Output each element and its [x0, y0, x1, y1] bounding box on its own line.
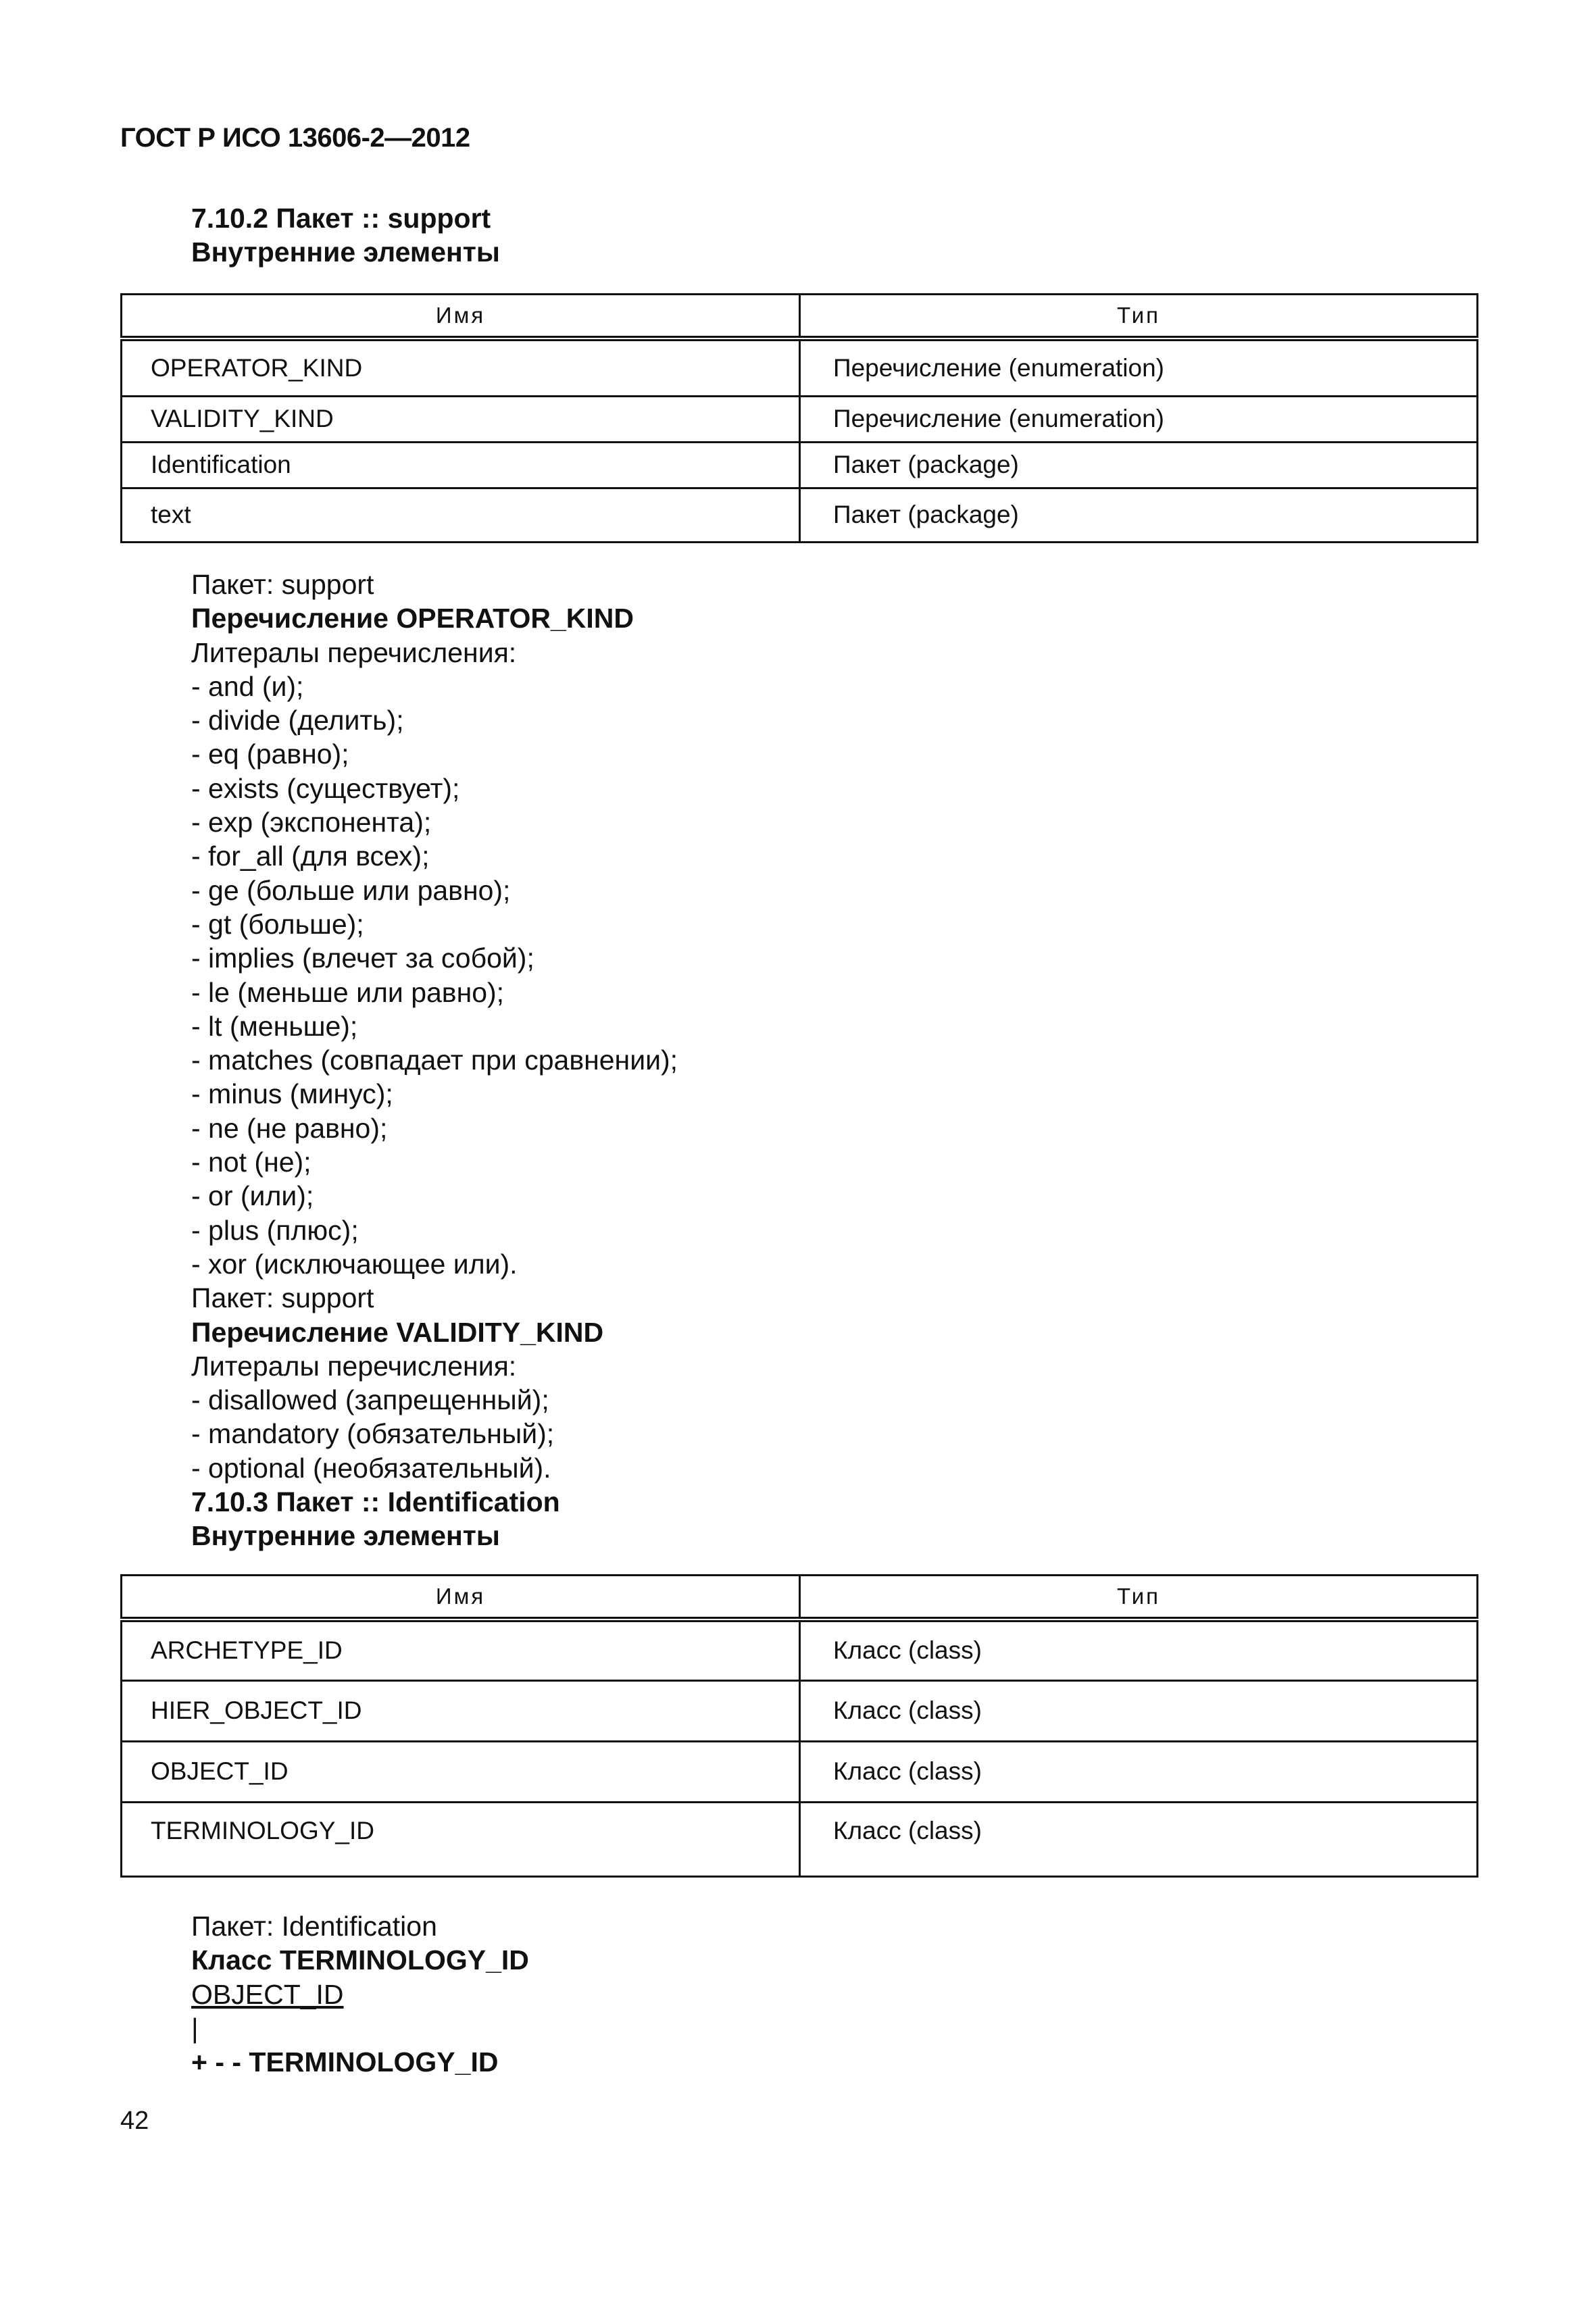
table-row — [122, 488, 1478, 542]
page-number: 42 — [120, 2107, 149, 2135]
literal-item: - optional (необязательный). — [191, 1452, 551, 1484]
column-header-name: Имя — [122, 295, 800, 339]
literal-item: - for_all (для всех); — [191, 840, 430, 872]
package-label: Пакет: Identification — [191, 1911, 437, 1942]
hierarchy-child: + - - TERMINOLOGY_ID — [191, 2046, 499, 2078]
package-label: Пакет: support — [191, 569, 374, 600]
section-title: 7.10.2 Пакет :: support — [191, 203, 491, 234]
literal-item: - le (меньше или равно); — [191, 976, 505, 1008]
literal-item: - eq (равно); — [191, 738, 349, 770]
row-type: Класс (class) — [800, 1680, 1478, 1741]
row-name: OPERATOR_KIND — [122, 338, 800, 396]
table-header-row — [122, 1576, 1478, 1620]
row-name: text — [122, 488, 800, 542]
row-name: Identification — [122, 442, 800, 488]
table-row — [122, 1802, 1478, 1876]
support-elements-table — [120, 293, 1478, 543]
class-title: Класс TERMINOLOGY_ID — [191, 1944, 529, 1976]
literal-item: - xor (исключающее или). — [191, 1248, 518, 1280]
row-name: ARCHETYPE_ID — [122, 1619, 800, 1680]
table-row — [122, 338, 1478, 396]
row-type: Класс (class) — [800, 1741, 1478, 1802]
literal-item: - and (и); — [191, 670, 304, 702]
row-name: VALIDITY_KIND — [122, 396, 800, 442]
parent-class-link[interactable]: OBJECT_ID — [191, 1978, 344, 2010]
package-label: Пакет: support — [191, 1282, 374, 1314]
enumeration-title: Перечисление OPERATOR_KIND — [191, 603, 634, 634]
column-header-type: Тип — [800, 1576, 1478, 1620]
row-name: OBJECT_ID — [122, 1741, 800, 1802]
hierarchy-pipe: | — [191, 2012, 199, 2044]
literal-item: - matches (совпадает при сравнении); — [191, 1045, 678, 1076]
literal-item: - lt (меньше); — [191, 1010, 358, 1042]
table-row — [122, 1680, 1478, 1741]
column-header-type: Тип — [800, 295, 1478, 339]
row-type: Перечисление (enumeration) — [800, 338, 1478, 396]
row-type: Класс (class) — [800, 1619, 1478, 1680]
enumeration-title: Перечисление VALIDITY_KIND — [191, 1316, 604, 1348]
row-type: Перечисление (enumeration) — [800, 396, 1478, 442]
section-subtitle: Внутренние элементы — [191, 1520, 500, 1552]
literal-item: - mandatory (обязательный); — [191, 1418, 555, 1450]
literal-item: - implies (влечет за собой); — [191, 942, 534, 974]
literal-item: - not (не); — [191, 1147, 311, 1178]
literal-item: - plus (плюс); — [191, 1214, 359, 1246]
row-type: Пакет (package) — [800, 442, 1478, 488]
row-type: Пакет (package) — [800, 488, 1478, 542]
literal-item: - exists (существует); — [191, 772, 460, 804]
row-name: TERMINOLOGY_ID — [122, 1802, 800, 1876]
section-title: 7.10.3 Пакет :: Identification — [191, 1486, 560, 1518]
class-description — [191, 1909, 1407, 2079]
table-row — [122, 1741, 1478, 1802]
row-type: Класс (class) — [800, 1802, 1478, 1876]
literal-item: - disallowed (запрещенный); — [191, 1384, 549, 1416]
literal-item: - minus (минус); — [191, 1078, 393, 1110]
literal-item: - or (или); — [191, 1180, 314, 1212]
document-header: ГОСТ Р ИСО 13606-2—2012 — [120, 123, 470, 153]
literal-item: - ne (не равно); — [191, 1112, 388, 1144]
literal-item: - divide (делить); — [191, 705, 404, 736]
table-header-row — [122, 295, 1478, 339]
table-row — [122, 1619, 1478, 1680]
table-row — [122, 396, 1478, 442]
row-name: HIER_OBJECT_ID — [122, 1680, 800, 1741]
identification-elements-table — [120, 1574, 1478, 1878]
literals-label: Литералы перечисления: — [191, 636, 517, 668]
table-row — [122, 442, 1478, 488]
enumeration-descriptions — [191, 568, 1407, 1553]
literals-label: Литералы перечисления: — [191, 1350, 517, 1382]
section-subtitle: Внутренние элементы — [191, 236, 500, 268]
literal-item: - gt (больше); — [191, 908, 364, 940]
column-header-name: Имя — [122, 1576, 800, 1620]
literal-item: - exp (экспонента); — [191, 807, 432, 838]
literal-item: - ge (больше или равно); — [191, 874, 511, 906]
